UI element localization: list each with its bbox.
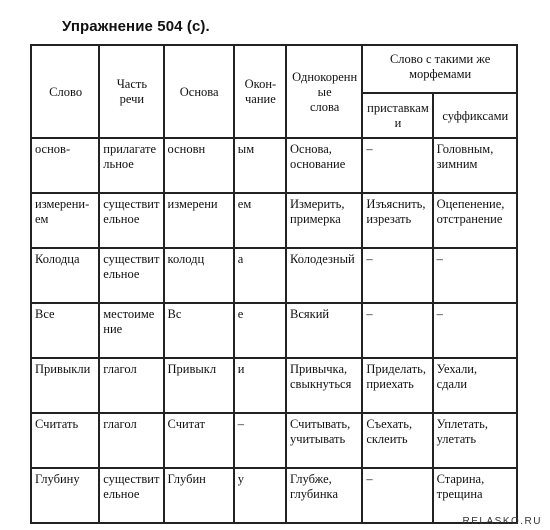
cell-suffix-words: – <box>433 303 517 358</box>
cell-word: измерени- ем <box>31 193 99 248</box>
table-body <box>31 138 517 523</box>
cell-suffix-words: Оцепенение, отстранение <box>433 193 517 248</box>
cell-stem: Вс <box>164 303 234 358</box>
cell-cognates: Всякий <box>286 303 362 358</box>
header-same-morphemes: Слово с такими же морфемами <box>362 45 517 93</box>
cell-part-of-speech: глагол <box>99 413 163 468</box>
table-row <box>31 358 517 413</box>
cell-stem: Привыкл <box>164 358 234 413</box>
cell-suffix-words: Уехали, сдали <box>433 358 517 413</box>
cell-word: Глубину <box>31 468 99 523</box>
cell-stem: колодц <box>164 248 234 303</box>
header-word: Слово <box>31 45 99 138</box>
cell-prefix-words: – <box>362 468 432 523</box>
table-row <box>31 413 517 468</box>
cell-ending: у <box>234 468 286 523</box>
cell-stem: измерени <box>164 193 234 248</box>
cell-ending: ым <box>234 138 286 193</box>
table-row <box>31 138 517 193</box>
site-watermark: RELASKO.RU <box>462 516 542 527</box>
cell-stem: Считат <box>164 413 234 468</box>
header-cognates: Однокоренные слова <box>286 45 362 138</box>
cell-suffix-words: Уплетать, улетать <box>433 413 517 468</box>
exercise-title: Упражнение 504 (с). <box>62 18 210 35</box>
cell-prefix-words: – <box>362 138 432 193</box>
cell-word: основ- <box>31 138 99 193</box>
table-row <box>31 193 517 248</box>
cell-cognates: Измерить, примерка <box>286 193 362 248</box>
cell-word: Привыкли <box>31 358 99 413</box>
cell-part-of-speech: существительное <box>99 193 163 248</box>
cell-suffix-words: Головным, зимним <box>433 138 517 193</box>
cell-prefix-words: Приделать, приехать <box>362 358 432 413</box>
header-suffixes: суффиксами <box>433 93 517 138</box>
cell-part-of-speech: местоимение <box>99 303 163 358</box>
header-stem: Основа <box>164 45 234 138</box>
cell-stem: основн <box>164 138 234 193</box>
cell-part-of-speech: существительное <box>99 468 163 523</box>
cell-suffix-words: Старина, трещина <box>433 468 517 523</box>
table-row <box>31 248 517 303</box>
cell-ending: и <box>234 358 286 413</box>
cell-suffix-words: – <box>433 248 517 303</box>
cell-word: Считать <box>31 413 99 468</box>
header-row <box>31 45 517 93</box>
header-part-of-speech: Часть речи <box>99 45 163 138</box>
cell-prefix-words: Съехать, склеить <box>362 413 432 468</box>
cell-word: Все <box>31 303 99 358</box>
cell-word: Колодца <box>31 248 99 303</box>
cell-part-of-speech: глагол <box>99 358 163 413</box>
cell-cognates: Глубже, глубинка <box>286 468 362 523</box>
cell-ending: ем <box>234 193 286 248</box>
cell-stem: Глубин <box>164 468 234 523</box>
cell-cognates: Колодезный <box>286 248 362 303</box>
cell-prefix-words: Изъяснить, изрезать <box>362 193 432 248</box>
cell-ending: – <box>234 413 286 468</box>
header-prefixes: приставками <box>362 93 432 138</box>
cell-part-of-speech: существительное <box>99 248 163 303</box>
cell-prefix-words: – <box>362 303 432 358</box>
cell-ending: а <box>234 248 286 303</box>
table-row <box>31 303 517 358</box>
cell-part-of-speech: прилагательное <box>99 138 163 193</box>
header-ending: Окон- чание <box>234 45 286 138</box>
cell-cognates: Считывать, учитывать <box>286 413 362 468</box>
cell-cognates: Основа, основание <box>286 138 362 193</box>
morpheme-table <box>30 44 518 524</box>
table-row <box>31 468 517 523</box>
cell-prefix-words: – <box>362 248 432 303</box>
cell-ending: е <box>234 303 286 358</box>
cell-cognates: Привычка, свыкнуться <box>286 358 362 413</box>
